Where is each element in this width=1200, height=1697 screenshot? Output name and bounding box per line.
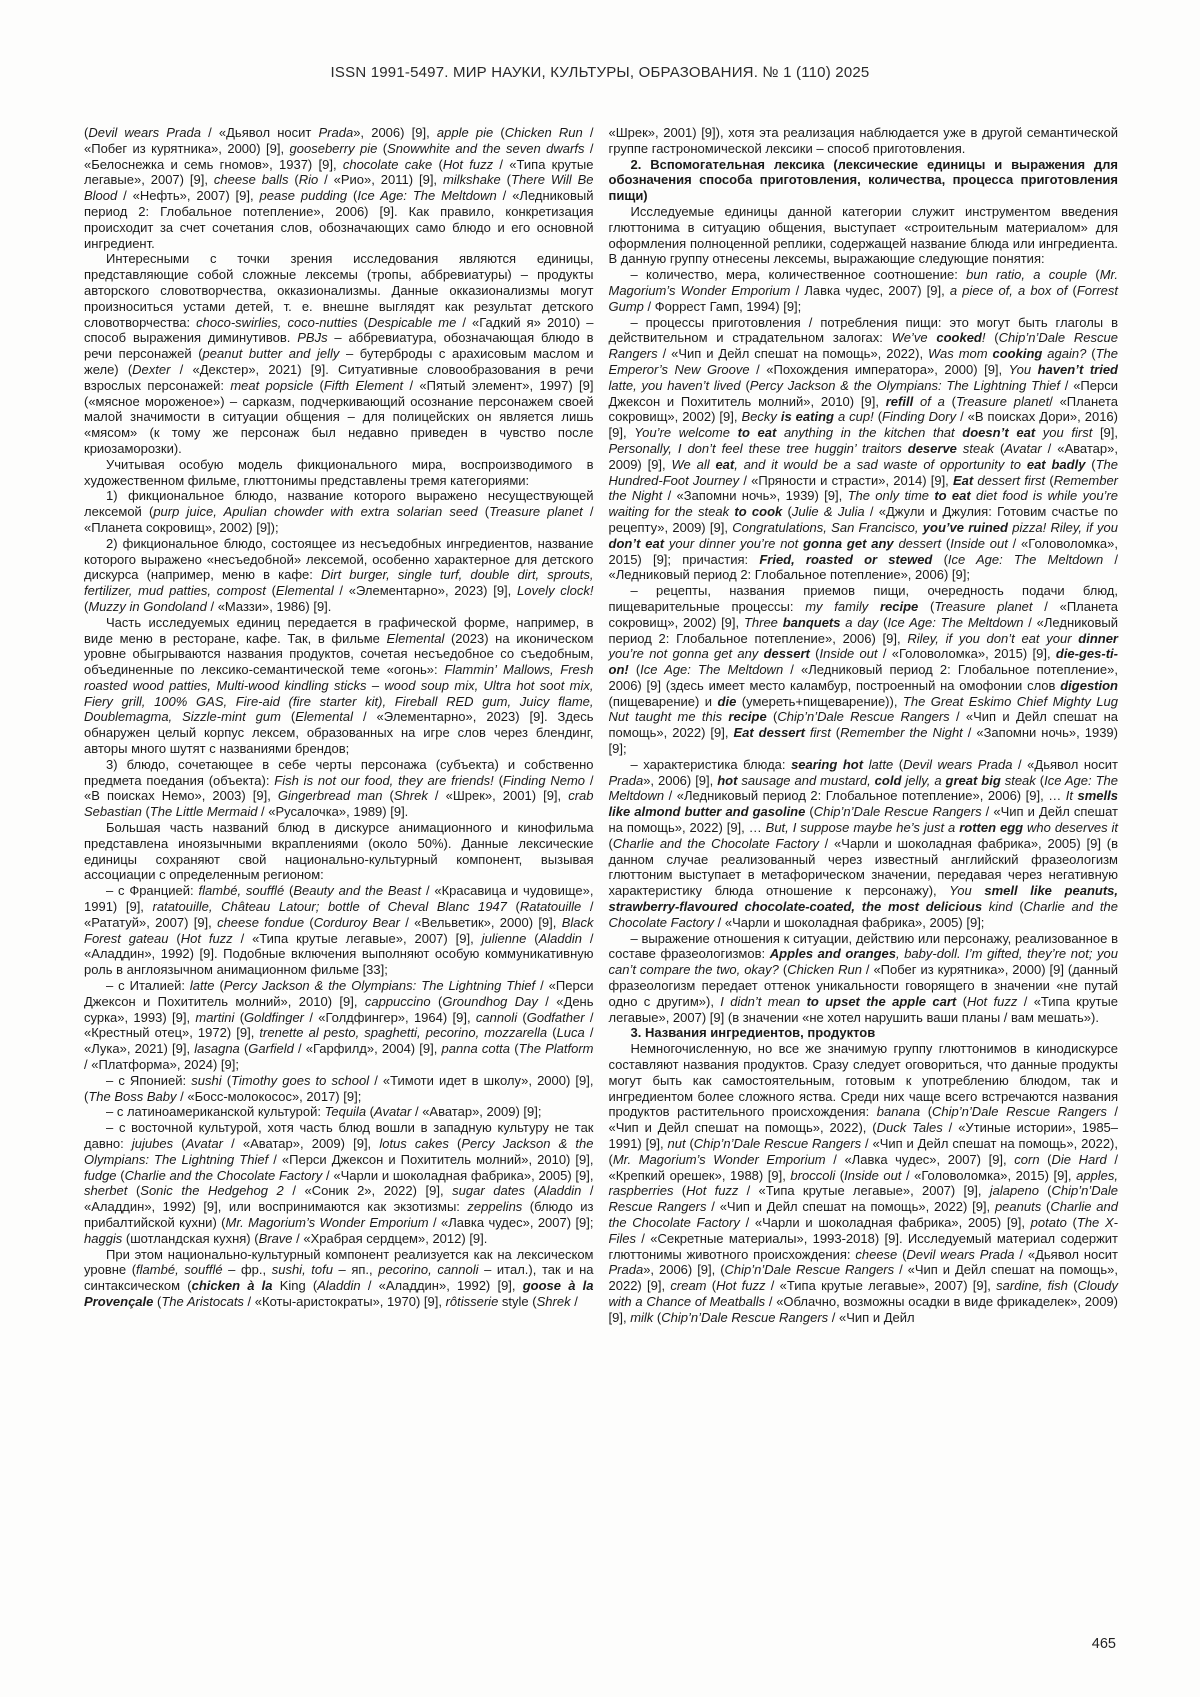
paragraph: Большая часть названий блюд в дискурсе анимационного и кинофильма представлена иноязычными вкраплениями (около 50%). Данные лексические единицы сохраняют свой национально-культурный компонент, вызывая ассоциации с определенным регионом: bbox=[84, 820, 594, 883]
right-column bbox=[609, 125, 1119, 1326]
paragraph: 2) фикциональное блюдо, состоящее из несъедобных ингредиентов, название которого выражено «несъедобной» лексемой, особенно характерное для детского дискурса (например, меню в кафе: Dirt burger, single turf, double dirt, sprouts, fertilizer, mud patties, compost (Elemental / «Элементарно», 2023) [9], Lovely clock! (Muzzy in Gondoland / «Маззи», 1986) [9]. bbox=[84, 535, 594, 614]
paragraph: Исследуемые единицы данной категории служит инструментом введения глюттонима в ситуацию общения, выступает «строительным материалом» для оформления полноценной реплики, содержащей название блюда или ингредиента. В данную группу отнесены лексемы, выражающие следующие понятия: bbox=[608, 203, 1118, 267]
journal-issn-title: ISSN 1991-5497. МИР НАУКИ, КУЛЬТУРЫ, ОБРАЗОВАНИЯ. № 1 (110) 2025 bbox=[330, 64, 870, 81]
paragraph: – количество, мера, количественное соотношение: bun ratio, a couple (Mr. Magorium’s Wonder Emporium / Лавка чудес, 2007) [9], a piece of, a box of (Forrest Gump / Форрест Гамп, 1994) [9]; bbox=[608, 267, 1118, 314]
paragraph: – с Францией: flambé, soufflé (Beauty and the Beast / «Красавица и чудовище», 1991) [9], ratatouille, Château Latour; bottle of Cheval Blanc 1947 (Ratatouille / «Рататуй», 2007) [9], cheese fondue (Corduroy Bear / «Вельветик», 2000) [9], Black Forest gateau (Hot fuzz / «Типа крутые легавые», 2007) [9], julienne (Aladdin / «Аладдин», 1992) [9]. Подобные включения выполняют особую коммуникативную роль в англоязычном анимационном фильме [33]; bbox=[84, 883, 594, 978]
left-column bbox=[84, 125, 594, 1326]
paragraph: «Шрек», 2001) [9]), хотя эта реализация наблюдается уже в другой семантической группе гастрономической лексики – способ приготовления. bbox=[608, 125, 1118, 156]
paragraph: – с Японией: sushi (Timothy goes to school / «Тимоти идет в школу», 2000) [9], (The Boss Baby / «Босс-молокосос», 2017) [9]; bbox=[84, 1072, 594, 1104]
paragraph: Интересными с точки зрения исследования являются единицы, представляющие собой сложные лексемы (тропы, аббревиатуры) – продукты авторского словотворчества, окказионализмы. Данные окказионализмы могут произноситься устами детей, т. е. внешне выглядят как результат детского словотворчества: choco-swirlies, coco-nutties (Despicable me / «Гадкий я» 2010) – способ выражения диминутивов. PBJs – аббревиатура, обозначающая блюдо в речи персонажей (peanut butter and jelly – бутерброды с арахисовым маслом и желе) (Dexter / «Декстер», 2021) [9]. Ситуативные словообразования в речи взрослых персонажей: meat popsicle (Fifth Element / «Пятый элемент», 1997) [9] («мясное мороженое») – сарказм, подчеркивающий осознание персонажем своей малой значимости в ситуации общения – для полицейских он является лишь «мясом» (к тому же персонаж был недавно приведен в чувство после криозаморозки). bbox=[84, 251, 594, 456]
paragraph: – с восточной культурой, хотя часть блюд вошли в западную культуру не так давно: jujubes (Avatar / «Аватар», 2009) [9], lotus cakes (Percy Jackson & the Olympians: The Lightning Thief / «Перси Джексон и Похититель молний», 2010) [9], fudge (Charlie and the Chocolate Factory / «Чарли и шоколадная фабрика», 2005) [9], sherbet (Sonic the Hedgehog 2 / «Соник 2», 2022) [9], sugar dates (Aladdin / «Аладдин», 1992) [9], или воспринимаются как экзотизмы: zeppelins (блюдо из прибалтийской кухни) (Mr. Magorium’s Wonder Emporium / «Лавка чудес», 2007) [9]; haggis (шотландская кухня) (Brave / «Храбрая сердцем», 2012) [9]. bbox=[84, 1120, 594, 1246]
article-body bbox=[84, 125, 1118, 1326]
paragraph: Немногочисленную, но все же значимую группу глюттонимов в кинодискурсе составляют названия продуктов. Сразу следует оговориться, что данные продукты могут быть как самостоятельным, готовым к употреблению блюдом, так и ингредиентом более сложного яства. Среди них чаще всего встречаются названия продуктов растительного происхождения: banana (Chip’n’Dale Rescue Rangers / «Чип и Дейл спешат на помощь», 2022), (Duck Tales / «Утиные истории», 1985–1991) [9], nut (Chip’n’Dale Rescue Rangers / «Чип и Дейл спешат на помощь», 2022), (Mr. Magorium’s Wonder Emporium / «Лавка чудес», 2007) [9], corn (Die Hard / «Крепкий орешек», 1988) [9], broccoli (Inside out / «Головоломка», 2015) [9], apples, raspberries (Hot fuzz / «Типа крутые легавые», 2007) [9], jalapeno (Chip’n’Dale Rescue Rangers / «Чип и Дейл спешат на помощь», 2022) [9], peanuts (Charlie and the Chocolate Factory / «Чарли и шоколадная фабрика», 2005) [9], potato (The X-Files / «Секретные материалы», 1993-2018) [9]. Исследуемый материал содержит глюттонимы животного происхождения: cheese (Devil wears Prada / «Дьявол носит Prada», 2006) [9], (Chip’n’Dale Rescue Rangers / «Чип и Дейл спешат на помощь», 2022) [9], cream (Hot fuzz / «Типа крутые легавые», 2007) [9], sardine, fish (Cloudy with a Chance of Meatballs / «Облачно, возможны осадки в виде фрикаделек», 2009) [9], milk (Chip’n’Dale Rescue Rangers / «Чип и Дейл bbox=[608, 1041, 1119, 1325]
paragraph: – с Италией: latte (Percy Jackson & the Olympians: The Lightning Thief / «Перси Джексон и Похититель молний», 2010) [9], cappuccino (Groundhog Day / «День сурка», 1993) [9], martini (Goldfinger / «Голдфингер», 1964) [9], cannoli (Godfather / «Крестный отец», 1972) [9], trenette al pesto, spaghetti, pecorino, mozzarella (Luca / «Лука», 2021) [9], lasagna (Garfield / «Гарфилд», 2004) [9], panna cotta (The Platform / «Платформа», 2024) [9]; bbox=[84, 978, 594, 1073]
paragraph: – процессы приготовления / потребления пищи: это могут быть глаголы в действительном и страдательном залогах: We’ve cooked! (Chip’n’Dale Rescue Rangers / «Чип и Дейл спешат на помощь», 2022), Was mom cooking again? (The Emperor’s New Groove / «Похождения императора», 2000) [9], You haven’t tried latte, you haven’t lived (Percy Jackson & the Olympians: The Lightning Thief / «Перси Джексон и Похититель молний», 2010) [9], refill of a (Treasure planet/ «Планета сокровищ», 2002) [9], Becky is eating a cup! (Finding Dory / «В поисках Дори», 2016) [9], You’re welcome to eat anything in the kitchen that doesn’t eat you first [9], Personally, I don’t feel these tree huggin’ traitors deserve steak (Avatar / «Аватар», 2009) [9], We all eat, and it would be a sad waste of opportunity to eat badly (The Hundred-Foot Journey / «Пряности и страсти», 2014) [9], Eat dessert first (Remember the Night / «Запомни ночь», 1939) [9], The only time to eat diet food is while you’re waiting for the steak to cook (Julie & Julia / «Джули и Джулия: Готовим счастье по рецепту», 2009) [9], Congratulations, San Francisco, you’ve ruined pizza! Riley, if you don’t eat your dinner you’re not gonna get any dessert (Inside out / «Головоломка», 2015) [9]; причастия: Fried, roasted or stewed (Ice Age: The Meltdown / «Ледниковый период 2: Глобальное потепление», 2006) [9]; bbox=[608, 314, 1119, 583]
paragraph: Часть исследуемых единиц передается в графической форме, например, в виде меню в ресторане, кафе. Так, в фильме Elemental (2023) на иконическом уровне обыгрываются названия продуктов, сочетая несъедобное со съедобным, объединенные по лексико-семантической теме «огонь»: Flammin’ Mallows, Fresh roasted wood patties, Multi-wood kindling sticks – wood soup mix, Ultra hot soot mix, Fiery grill, 100% GAS, Fire-aid (fire starter kit), Fireball RED gum, Juicy flame, Doublemagma, Sizzle-mint gum (Elemental / «Элементарно», 2023) [9]. Здесь обнаружен целый корпус лексем, образованных на игре слов через блендинг, авторы много шутят с названиями брендов; bbox=[84, 614, 594, 757]
page-header bbox=[0, 64, 1200, 81]
section-heading: 3. Названия ингредиентов, продуктов bbox=[630, 1025, 876, 1041]
paragraph: Учитывая особую модель фикционального мира, воспроизводимого в художественном фильме, глюттонимы представлены тремя категориями: bbox=[84, 456, 594, 488]
paragraph: (Devil wears Prada / «Дьявол носит Prada», 2006) [9], apple pie (Chicken Run / «Побег из курятника», 2000) [9], gooseberry pie (Snowwhite and the seven dwarfs / «Белоснежка и семь гномов», 1937) [9], chocolate cake (Hot fuzz / «Типа крутые легавые», 2007) [9], cheese balls (Rio / «Рио», 2011) [9], milkshake (There Will Be Blood / «Нефть», 2007) [9], pease pudding (Ice Age: The Meltdown / «Ледниковый период 2: Глобальное потепление», 2006) [9]. Как правило, конкретизация происходит за счет сочетания слов, обозначающих само блюдо и его основной ингредиент. bbox=[84, 125, 594, 251]
paragraph: – рецепты, названия приемов пищи, очередность подачи блюд, пищеварительные процессы: my family recipe (Treasure planet / «Планета сокровищ», 2002) [9], Three banquets a day (Ice Age: The Meltdown / «Ледниковый период 2: Глобальное потепление», 2006) [9], Riley, if you don’t eat your dinner you’re not gonna get any dessert (Inside out / «Головоломка», 2015) [9], die-ges-ti-on! (Ice Age: The Meltdown / «Ледниковый период 2: Глобальное потепление», 2006) [9] (здесь имеет место каламбур, построенный на омофонии слов digestion (пищеварение) и die (умереть+пищеварение)), The Great Eskimo Chief Mighty Lug Nut taught me this recipe (Chip’n’Dale Rescue Rangers / «Чип и Дейл спешат на помощь», 2022) [9], Eat dessert first (Remember the Night / «Запомни ночь», 1939) [9]; bbox=[608, 583, 1118, 757]
paragraph: 3) блюдо, сочетающее в себе черты персонажа (субъекта) и собственно предмета поедания (объекта): Fish is not our food, they are friends! (Finding Nemo / «В поисках Немо», 2003) [9], Gingerbread man (Shrek / «Шрек», 2001) [9], crab Sebastian (The Little Mermaid / «Русалочка», 1989) [9]. bbox=[84, 756, 594, 820]
paragraph: – с латиноамериканской культурой: Tequila (Avatar / «Аватар», 2009) [9]; bbox=[106, 1104, 542, 1120]
page-number: 465 bbox=[1091, 1636, 1116, 1652]
paragraph: При этом национально-культурный компонент реализуется как на лексическом уровне (flambé, soufflé – фр., sushi, tofu – яп., pecorino, cannoli – итал.), так и на синтаксическом (chicken à la King (Aladdin / «Аладдин», 1992) [9], goose à la Provençale (The Aristocats / «Коты-аристократы», 1970) [9], rôtisserie style (Shrek / bbox=[84, 1246, 594, 1309]
paragraph: 1) фикциональное блюдо, название которого выражено несуществующей лексемой (purp juice, Apulian chowder with extra solarian seed (Treasure planet / «Планета сокровищ», 2002) [9]); bbox=[84, 488, 594, 535]
section-heading: 2. Вспомогательная лексика (лексические единицы и выражения для обозначения способа приготовления, количества, процесса приготовления пищи) bbox=[608, 156, 1118, 204]
paragraph: – выражение отношения к ситуации, действию или персонажу, реализованное в составе фразеологизмов: Apples and oranges, baby-doll. I’m gifted, they’re not; you can’t compare the two, okay? (Chicken Run / «Побег из курятника», 2000) [9] (данный фразеологизм передает оттенок уникальности говорящего в значении «не путай одно с другим»), I didn’t mean to upset the apple cart (Hot fuzz / «Типа крутые легавые», 2007) [9] (в значении «не хотел нарушить ваши планы / вам мешать»). bbox=[608, 930, 1119, 1025]
paragraph: – характеристика блюда: searing hot latte (Devil wears Prada / «Дьявол носит Prada», 2006) [9], hot sausage and mustard, cold jelly, a great big steak (Ice Age: The Meltdown / «Ледниковый период 2: Глобальное потепление», 2006) [9], … It smells like almond butter and gasoline (Chip’n’Dale Rescue Rangers / «Чип и Дейл спешат на помощь», 2022) [9], … But, I suppose maybe he’s just a rotten egg who deserves it (Charlie and the Chocolate Factory / «Чарли и шоколадная фабрика», 2005) [9] (в данном случае реализованный через известный английский фразеологизм глюттоним выступает в метафорическом значении, передавая через негативную характеристику блюда отношение к персонажу), You smell like peanuts, strawberry-flavoured chocolate-coated, the most delicious kind (Charlie and the Chocolate Factory / «Чарли и шоколадная фабрика», 2005) [9]; bbox=[608, 756, 1119, 930]
